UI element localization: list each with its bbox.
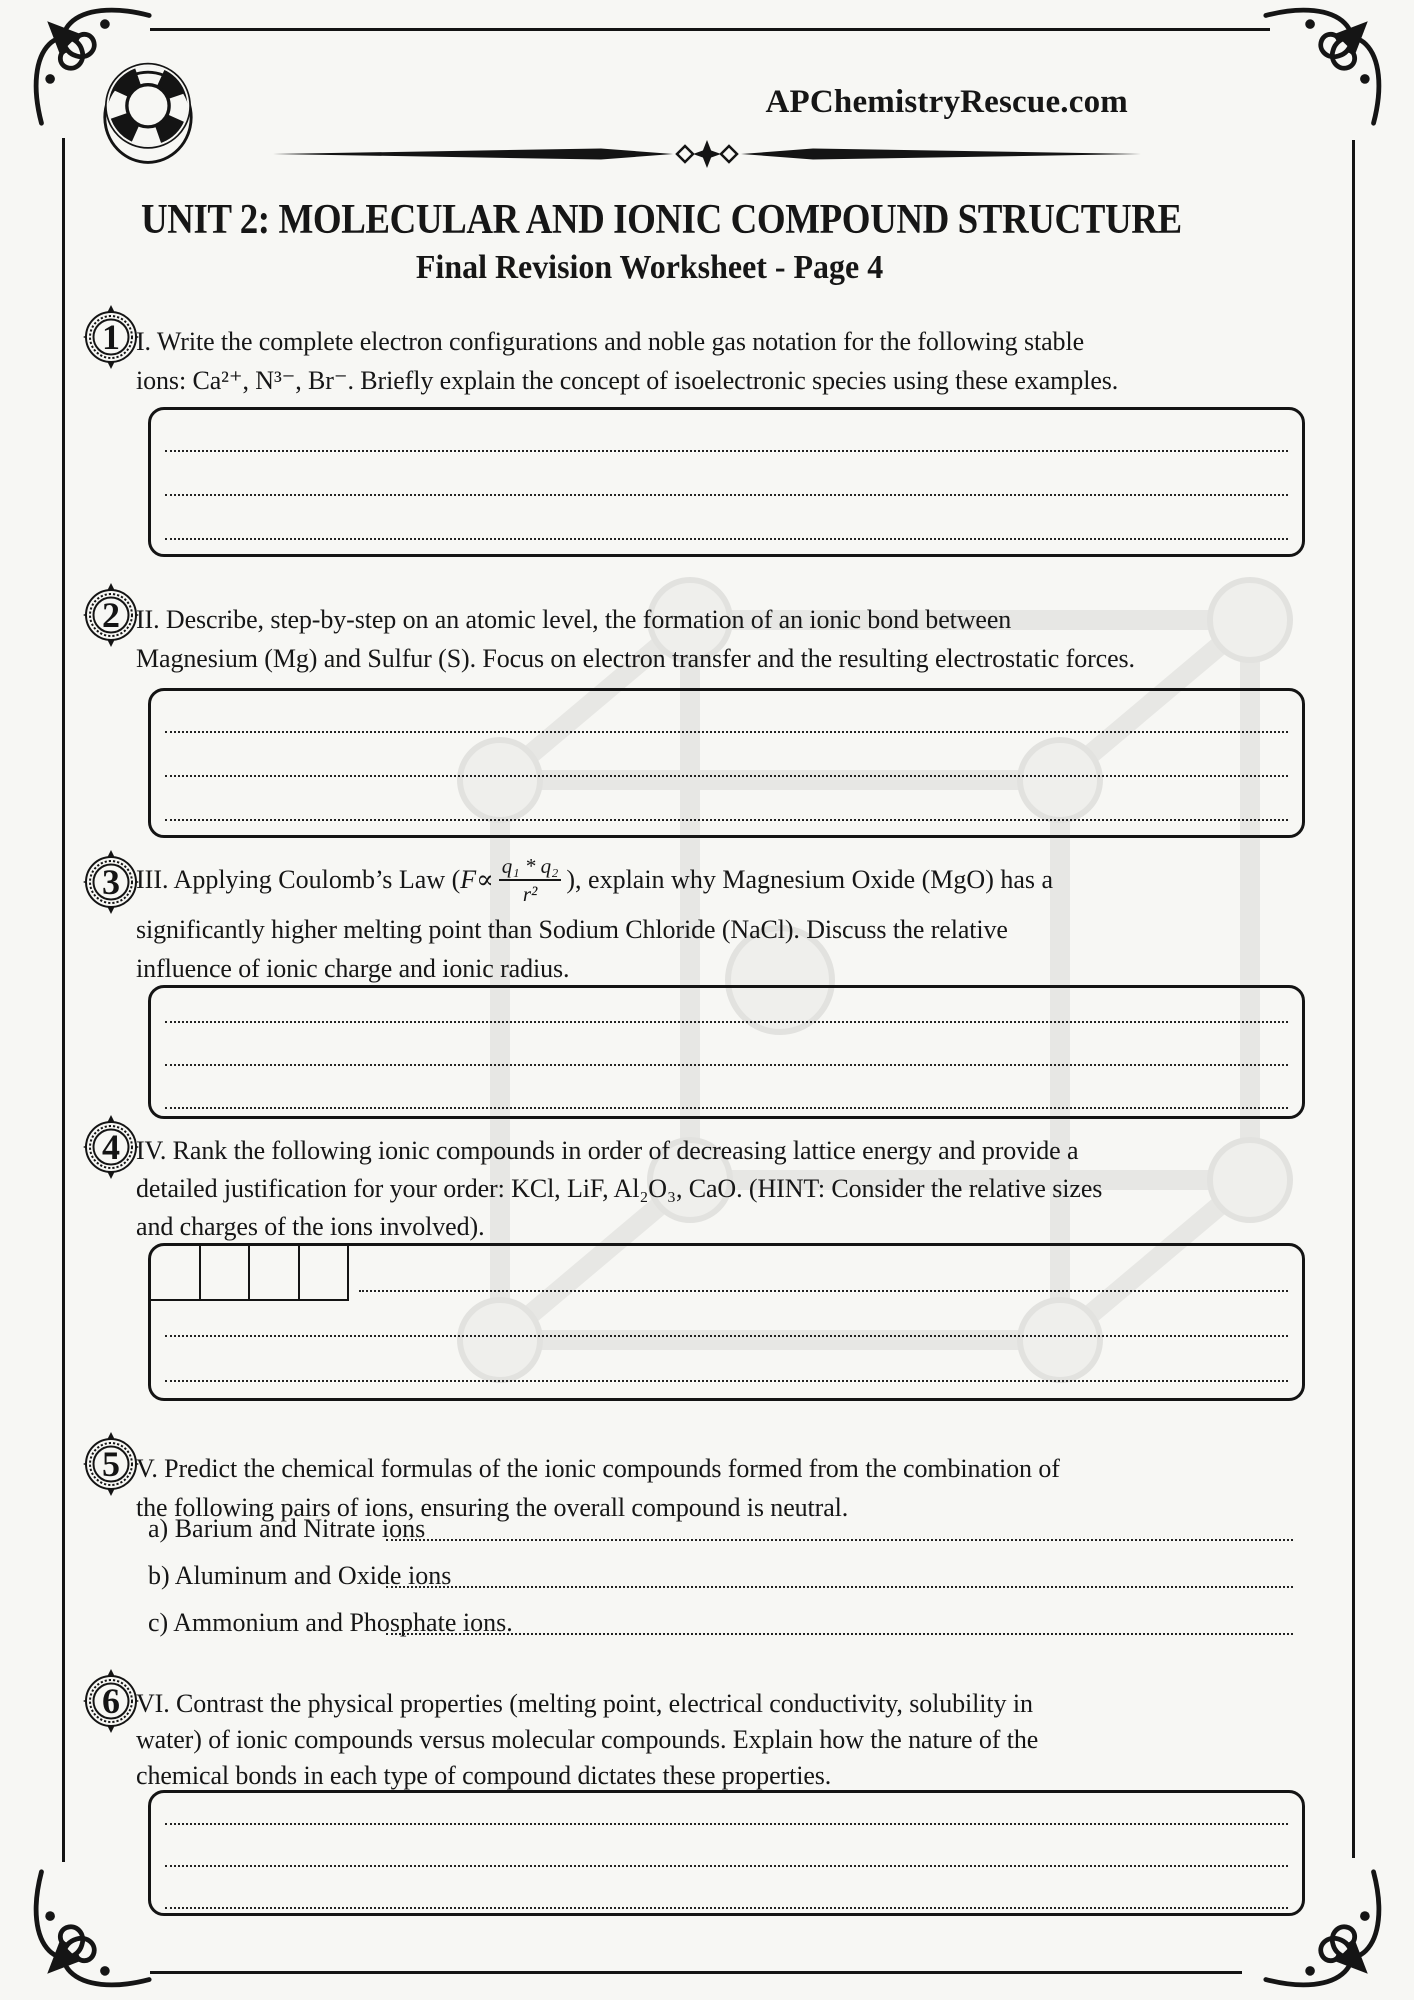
question-4-text: IV. Rank the following ionic compounds in order of decreasing lattice energy and provide a detailed justification for your order: KCl, LiF, Al₂O₃, CaO. (HINT: Consider the relative sizes and charges of the ions involved).	[136, 1136, 1103, 1241]
answer-line[interactable]	[165, 450, 1288, 452]
force-symbol: F	[460, 865, 477, 894]
proportional-symbol: ∝	[476, 865, 494, 894]
question-1-badge	[82, 304, 140, 370]
corner-flourish-icon	[1262, 2, 1387, 127]
frame-bottom-line	[150, 1971, 1242, 1974]
formula-item-c	[148, 1606, 1293, 1640]
question-5-badge	[82, 1431, 140, 1497]
rank-cell-3[interactable]	[250, 1246, 300, 1299]
formula-item-b	[148, 1559, 1293, 1593]
answer-box-2[interactable]	[148, 688, 1305, 838]
question-3-text: III. Applying Coulomb’s Law ( F ∝ $\frac{\text{q₁ * q₂}}{\text{r²}}$ ), explain why Magnesium Oxide (MgO) has a significantly higher melting point than Sodium Chloride (NaCl). Discuss the relative influence of ionic charge and ionic radius.	[136, 853, 1054, 983]
question-2-text: II. Describe, step-by-step on an atomic level, the formation of an ionic bond between Magnesium (Mg) and Sulfur (S). Focus on electron transfer and the resulting electrostatic forces.	[136, 605, 1135, 673]
question-5-text: V. Predict the chemical formulas of the ionic compounds formed from the combination of the following pairs of ions, ensuring the overall compound is neutral.	[136, 1454, 1060, 1522]
answer-box-4[interactable]	[148, 1243, 1305, 1401]
ornamental-divider-icon	[271, 140, 1143, 168]
answer-line[interactable]	[165, 1380, 1288, 1382]
svg-text:6: 6	[102, 1681, 120, 1721]
answer-line[interactable]	[386, 1586, 1293, 1588]
answer-line[interactable]	[386, 1633, 1293, 1635]
coulomb-fraction: $\frac{\text{q₁ * q₂}}{\text{r²}}$	[499, 854, 562, 906]
page-title: UNIT 2: MOLECULAR AND IONIC COMPOUND STRUCTURE	[140, 197, 1182, 243]
formula-item-a	[148, 1512, 1293, 1546]
rank-cell-4[interactable]	[300, 1246, 348, 1299]
question-2-badge	[82, 582, 140, 648]
answer-line[interactable]	[165, 1823, 1288, 1825]
answer-box-1[interactable]	[148, 407, 1305, 557]
page-subtitle: Final Revision Worksheet - Page 4	[416, 249, 884, 286]
answer-line[interactable]	[359, 1290, 1288, 1292]
answer-line[interactable]	[165, 1064, 1288, 1066]
answer-line[interactable]	[165, 1865, 1288, 1867]
answer-line[interactable]	[165, 1021, 1288, 1023]
frame-top-line	[150, 28, 1270, 31]
question-4-badge	[82, 1114, 140, 1180]
answer-line[interactable]	[165, 538, 1288, 540]
rank-cell-1[interactable]	[151, 1246, 201, 1299]
rank-cell-2[interactable]	[201, 1246, 251, 1299]
svg-text:2: 2	[102, 595, 120, 635]
svg-text:1: 1	[102, 317, 120, 357]
svg-text:3: 3	[102, 862, 120, 902]
answer-line[interactable]	[165, 494, 1288, 496]
coulomb-law-post: ), explain why Magnesium Oxide (MgO) has a	[566, 865, 1054, 894]
answer-line[interactable]	[165, 1107, 1288, 1109]
coulomb-law-pre: III. Applying Coulomb’s Law (	[136, 865, 461, 894]
question-6-text: VI. Contrast the physical properties (melting point, electrical conductivity, solubility in water) of ionic compounds versus molecular compounds. Explain how the nature of the chemical bonds in each type of compound dictates these properties.	[136, 1689, 1039, 1790]
answer-box-3[interactable]	[148, 985, 1305, 1119]
formula-item-b-label: b) Aluminum and Oxide ions	[148, 1561, 452, 1590]
formula-item-c-label: c) Ammonium and Phosphate ions.	[148, 1608, 513, 1637]
question-6-badge	[82, 1668, 140, 1734]
corner-flourish-icon	[28, 1868, 153, 1993]
site-url: APChemistryRescue.com	[765, 84, 1128, 120]
formula-item-a-label: a) Barium and Nitrate ions	[148, 1514, 426, 1543]
answer-line[interactable]	[165, 1335, 1288, 1337]
answer-line[interactable]	[165, 731, 1288, 733]
answer-line[interactable]	[165, 1907, 1288, 1909]
answer-line[interactable]	[165, 819, 1288, 821]
question-3-badge	[82, 849, 140, 915]
answer-line[interactable]	[165, 775, 1288, 777]
question-1-text: I. Write the complete electron configurations and noble gas notation for the following stable ions: Ca²⁺, N³⁻, Br⁻. Briefly explain the concept of isoelectronic species using these examples.	[136, 327, 1119, 395]
ranking-cells[interactable]	[151, 1246, 349, 1301]
answer-box-6[interactable]	[148, 1790, 1305, 1916]
svg-text:5: 5	[102, 1444, 120, 1484]
answer-line[interactable]	[386, 1539, 1293, 1541]
frame-right-line	[1352, 140, 1355, 1858]
svg-text:4: 4	[102, 1127, 120, 1167]
frame-left-line	[62, 138, 65, 1862]
